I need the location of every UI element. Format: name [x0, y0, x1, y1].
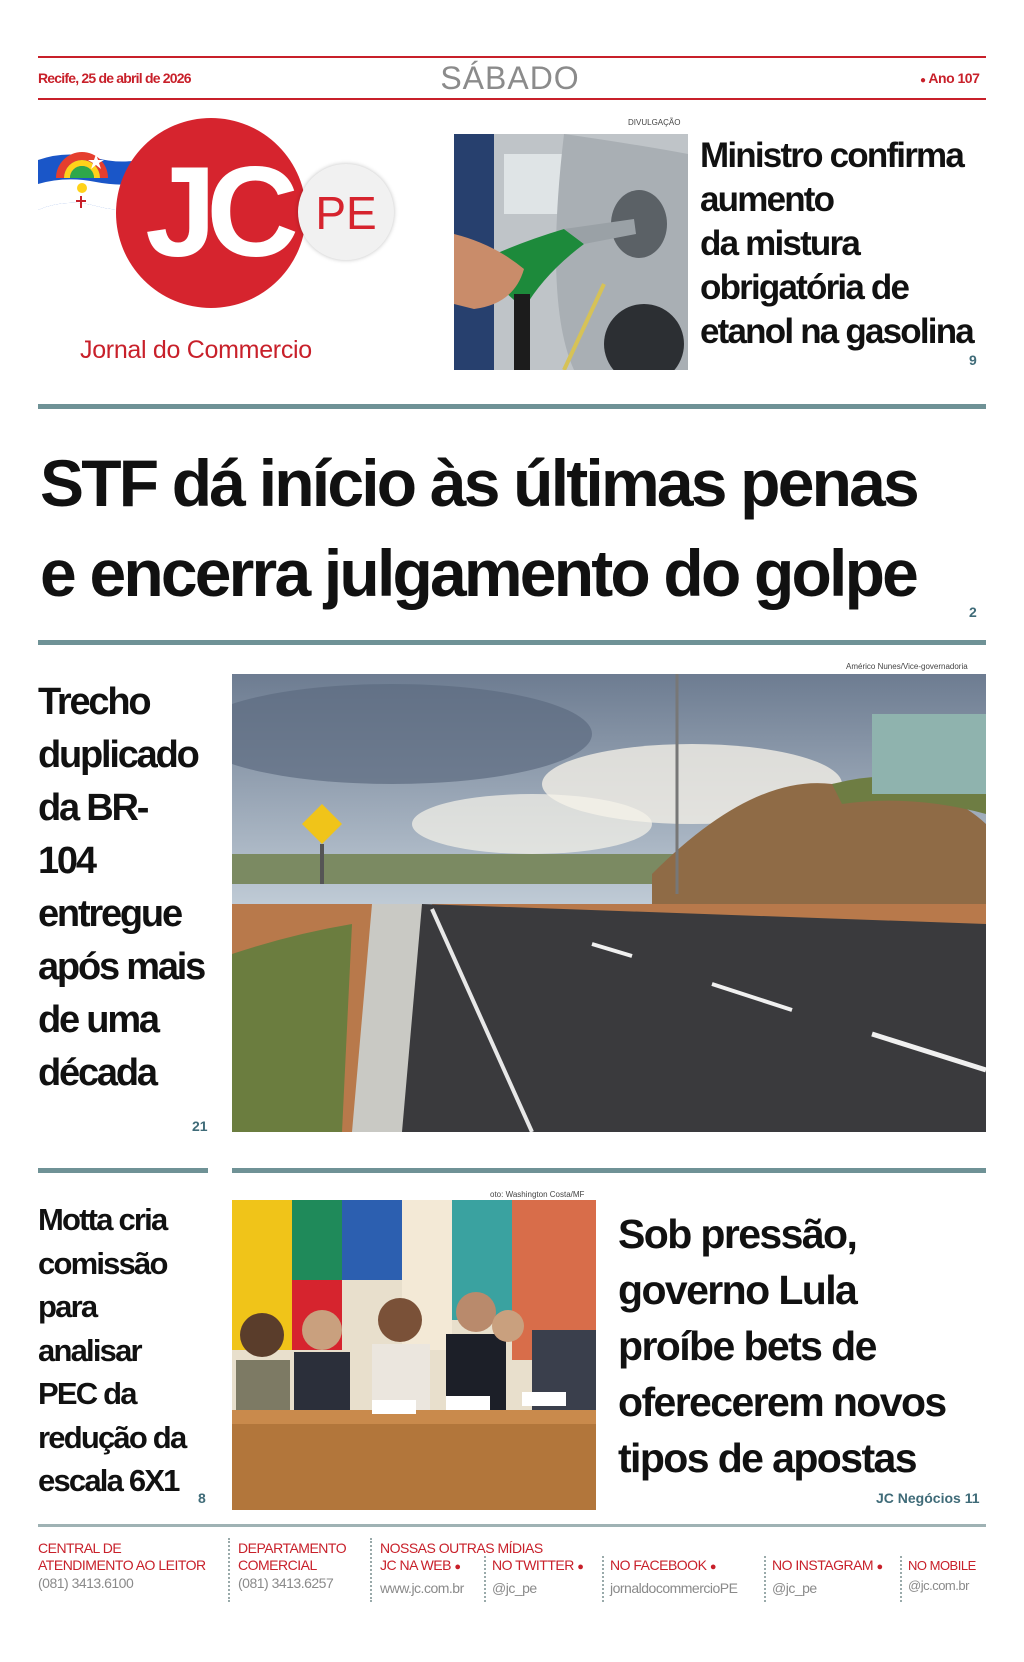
ethanol-headline-line: etanol na gasolina — [700, 312, 973, 351]
masthead-logo[interactable] — [36, 118, 416, 378]
top-rule — [38, 56, 986, 58]
bets-top-rule — [232, 1168, 986, 1173]
motta-headline-line: comissão — [38, 1245, 167, 1281]
footer-divider — [602, 1556, 604, 1602]
ethanol-headline-line: Ministro confirma — [700, 136, 964, 175]
ethanol-page-number: 9 — [969, 352, 977, 368]
motta-headline-line: PEC da — [38, 1376, 136, 1411]
bullet-icon: ● — [920, 75, 926, 86]
instagram-value[interactable]: @jc_pe — [772, 1580, 817, 1596]
motta-top-rule — [38, 1168, 208, 1173]
twitter-value[interactable]: @jc_pe — [492, 1580, 537, 1596]
logo-wordmark: Jornal do Commercio — [80, 336, 312, 364]
road-page-number: 21 — [192, 1118, 208, 1134]
bets-page-number: JC Negócios 11 — [876, 1490, 980, 1506]
highway-photo-illustration — [232, 674, 986, 1132]
facebook-label: NO FACEBOOK — [610, 1557, 707, 1573]
photo-credit-road: Américo Nunes/Vice-governadoria — [846, 662, 968, 671]
photo-credit-bets: oto: Washington Costa/MF — [490, 1190, 585, 1199]
ethanol-headline-line: da mistura — [700, 224, 859, 263]
road-headline-line: de uma — [38, 999, 158, 1041]
reader-service-label: CENTRAL DE — [38, 1540, 122, 1556]
weekday: SÁBADO — [440, 60, 580, 96]
road-headline-line: 104 — [38, 840, 95, 882]
logo-jc-text: JC — [145, 141, 289, 284]
footer-divider — [484, 1556, 486, 1602]
bets-headline-line: oferecerem novos — [618, 1379, 946, 1425]
commercial-label: COMERCIAL — [238, 1557, 317, 1573]
footer-rule — [38, 1524, 986, 1527]
mobile-value[interactable]: @jc.com.br — [908, 1578, 969, 1593]
twitter-icon: ● — [577, 1561, 584, 1573]
press-conference-photo[interactable] — [232, 1200, 596, 1510]
web-label: JC NA WEB — [380, 1557, 451, 1573]
lead-bottom-rule — [38, 640, 986, 645]
motta-headline-line: analisar — [38, 1332, 141, 1368]
motta-headline-line: Motta cria — [38, 1202, 167, 1237]
road-headline-line: da BR- — [38, 787, 148, 829]
reader-service-phone[interactable]: (081) 3413.6100 — [38, 1575, 134, 1591]
facebook-icon: ● — [709, 1561, 716, 1573]
road-headline[interactable] — [38, 676, 204, 1100]
fuel-photo-illustration — [454, 134, 688, 370]
bets-headline-line: proíbe bets de — [618, 1323, 876, 1369]
reader-service-label: ATENDIMENTO AO LEITOR — [38, 1557, 206, 1573]
ethanol-headline-line: obrigatória de — [700, 268, 909, 307]
motta-headline[interactable] — [38, 1198, 185, 1503]
lead-headline-line: e encerra julgamento do golpe — [40, 536, 916, 610]
footer-divider — [900, 1556, 902, 1602]
location-date: Recife, 25 de abril de 2026 — [38, 70, 191, 86]
logo-pe-text: PE — [315, 187, 377, 239]
instagram-block[interactable] — [772, 1557, 883, 1597]
instagram-icon: ● — [876, 1561, 883, 1573]
year-label: Ano 107 — [928, 70, 980, 86]
web-value[interactable]: www.jc.com.br — [380, 1580, 464, 1596]
other-media-label: NOSSAS OUTRAS MÍDIAS — [380, 1540, 543, 1556]
motta-headline-line: redução da — [38, 1419, 186, 1455]
ethanol-headline[interactable] — [700, 134, 973, 354]
facebook-value[interactable]: jornaldocommercioPE — [610, 1580, 738, 1596]
footer-divider — [370, 1538, 372, 1602]
bets-headline[interactable] — [618, 1206, 946, 1486]
press-photo-illustration — [232, 1200, 596, 1510]
road-headline-line: entregue — [38, 893, 181, 935]
commercial-block — [238, 1540, 346, 1592]
commercial-phone[interactable]: (081) 3413.6257 — [238, 1575, 334, 1591]
road-headline-line: Trecho — [38, 681, 150, 723]
instagram-label: NO INSTAGRAM — [772, 1557, 874, 1573]
footer-divider — [228, 1538, 230, 1602]
reader-service-block — [38, 1540, 206, 1592]
road-headline-line: década — [38, 1052, 156, 1094]
motta-headline-line: escala 6X1 — [38, 1463, 179, 1498]
mobile-block[interactable] — [908, 1557, 976, 1595]
lead-page-number: 2 — [969, 604, 977, 620]
twitter-label: NO TWITTER — [492, 1557, 574, 1573]
photo-credit-fuel: DIVULGAÇÃO — [628, 118, 681, 127]
highway-photo[interactable] — [232, 674, 986, 1132]
road-headline-line: duplicado — [38, 734, 198, 776]
lead-headline-line: STF dá início às últimas penas — [40, 446, 917, 520]
bets-headline-line: governo Lula — [618, 1267, 857, 1313]
twitter-block[interactable] — [492, 1557, 583, 1597]
facebook-block[interactable] — [610, 1557, 737, 1597]
masthead-rule — [38, 98, 986, 100]
footer-divider — [764, 1556, 766, 1602]
bets-headline-line: Sob pressão, — [618, 1211, 857, 1257]
road-headline-line: após mais — [38, 946, 205, 988]
web-block[interactable] — [380, 1557, 464, 1597]
motta-headline-line: para — [38, 1289, 97, 1324]
ethanol-headline-line: aumento — [700, 180, 834, 219]
motta-page-number: 8 — [198, 1490, 206, 1506]
mobile-label: NO MOBILE — [908, 1558, 976, 1573]
bets-headline-line: tipos de apostas — [618, 1435, 916, 1481]
web-icon: ● — [454, 1561, 461, 1573]
edition-year — [920, 70, 979, 86]
lead-top-rule — [38, 404, 986, 409]
lead-headline[interactable] — [40, 438, 917, 618]
fuel-nozzle-photo[interactable] — [454, 134, 688, 370]
commercial-label: DEPARTAMENTO — [238, 1540, 347, 1556]
